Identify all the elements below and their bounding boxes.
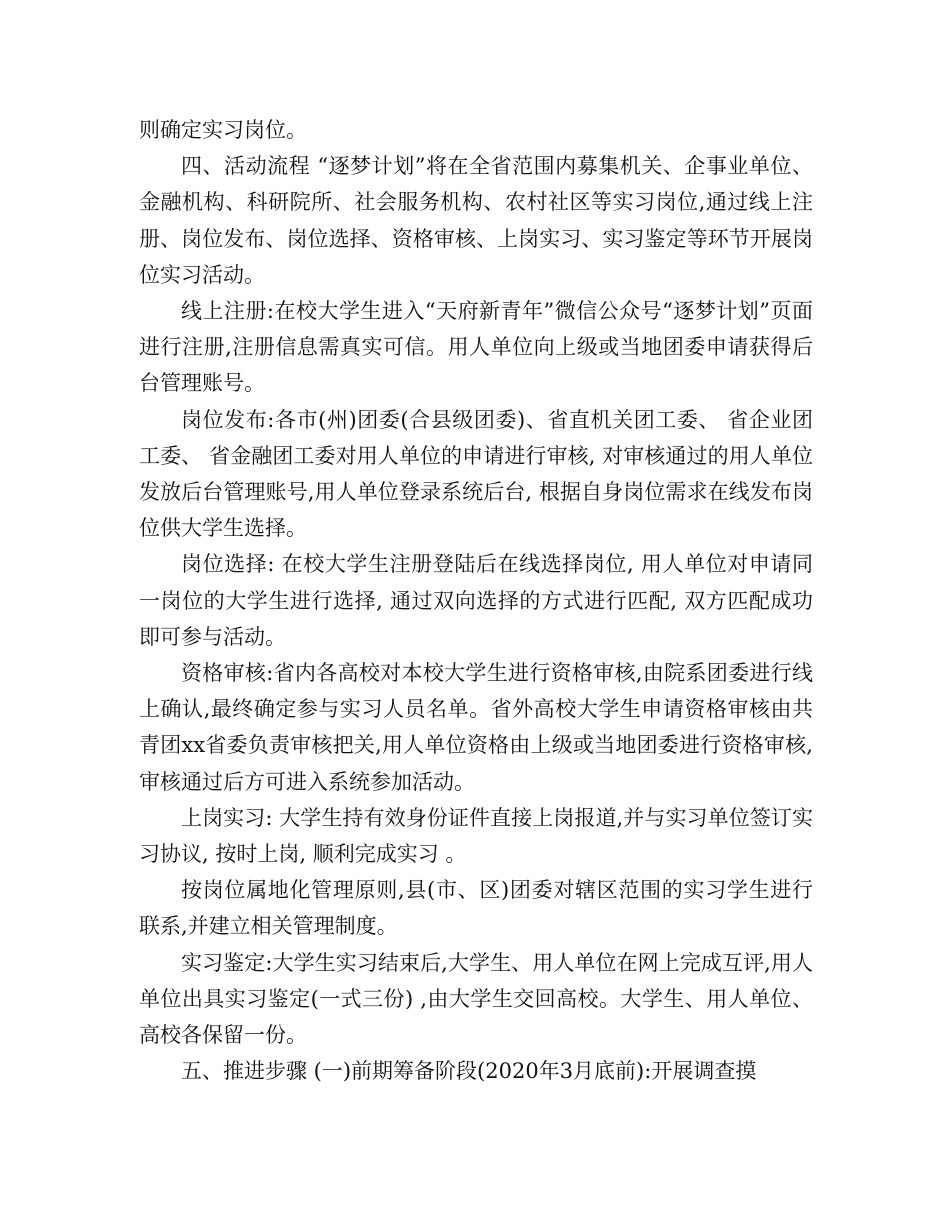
paragraph-position-selection: 岗位选择: 在校大学生注册登陆后在线选择岗位, 用人单位对申请同一岗位的大学生进行选择, 通过双向选择的方式进行匹配, 双方匹配成功即可参与活动。 bbox=[139, 552, 813, 649]
paragraph-territorial-management: 按岗位属地化管理原则,县(市、区)团委对辖区范围的实习学生进行联系,并建立相关管理制度。 bbox=[139, 878, 813, 939]
paragraph-internship-appraisal: 实习鉴定:大学生实习结束后,大学生、用人单位在网上完成互评,用人单位出具实习鉴定(一式三份) ,由大学生交回高校。大学生、用人单位、高校各保留一份。 bbox=[139, 950, 813, 1048]
paragraph-qualification-review: 资格审核:省内各高校对本校大学生进行资格审核,由院系团委进行线上确认,最终确定参与实习人员名单。省外高校大学生申请资格审核由共青团xx省委负责审核把关,用人单位资格由上级或当地团委进行资格审核, 审核通过后方可进入系统参加活动。 bbox=[139, 661, 813, 794]
paragraph-online-registration: 线上注册:在校大学生进入“天府新青年”微信公众号“逐梦计划”页面进行注册,注册信息需真实可信。用人单位向上级或当地团委申请获得后台管理账号。 bbox=[139, 299, 813, 396]
paragraph-progress-steps: 五、推进步骤 (一)前期筹备阶段(2020年3月底前):开展调查摸 bbox=[181, 1059, 757, 1084]
document-body bbox=[139, 112, 813, 1089]
paragraph-position-release: 岗位发布:各市(州)团委(合县级团委)、省直机关团工委、 省企业团工委、 省金融团工委对用人单位的申请进行审核, 对审核通过的用人单位发放后台管理账号,用人单位登录系统后台, 根据自身岗位需求在线发布岗位供大学生选择。 bbox=[139, 407, 813, 541]
paragraph-continuation: 则确定实习岗位。 bbox=[139, 118, 307, 142]
paragraph-onboarding-internship: 上岗实习: 大学生持有效身份证件直接上岗报道,并与实习单位签订实习协议, 按时上岗, 顺利完成实习 。 bbox=[139, 805, 813, 867]
paragraph-activity-process: 四、活动流程 “逐梦计划”将在全省范围内募集机关、企事业单位、金融机构、科研院所、社会服务机构、农村社区等实习岗位,通过线上注册、岗位发布、岗位选择、资格审核、上岗实习、实习鉴定等环节开展岗位实习活动。 bbox=[139, 154, 813, 287]
